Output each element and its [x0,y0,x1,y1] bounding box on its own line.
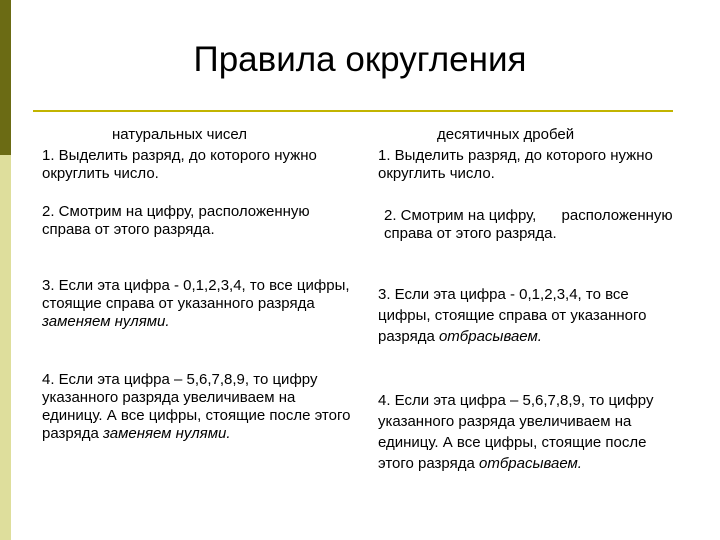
sidebar-accent-light [0,155,11,540]
right-heading: десятичных дробей [437,126,575,143]
rule-body: цифру указанного разряда увеличиваем на единицу. А все цифры, стоящие после этого разряда отбрасываем. [378,392,654,472]
rule-body: нужно округлить число. [42,147,317,182]
rule-emphasis: отбрасываем. [478,455,582,472]
left-rule-2 [42,203,352,239]
rule-lead: 4. Если эта цифра – 5,6,7,8,9, то [42,371,269,388]
rule-lead: 4. Если эта цифра – 5,6,7,8,9, то [378,392,605,409]
left-heading: натуральных чисел [112,126,247,143]
rule-body: расположенную справа от этого разряда. [42,203,310,238]
right-rule-2 [384,207,684,243]
left-rule-4 [42,371,352,443]
right-rule-3 [378,284,678,347]
left-rule-1 [42,147,352,183]
rule-lead: 1. Выделить разряд, до которого [42,147,271,164]
title-divider [33,110,673,112]
rule-emphasis: заменяем нулями. [102,425,231,442]
rule-emphasis: заменяем нулями. [42,313,170,330]
rule-body: все цифры, стоящие справа от указанного разряда заменяем нулями. [42,277,350,330]
rule-lead: 2. Смотрим на цифру, [42,203,195,220]
rule-lead: 2. Смотрим на цифру, [384,207,537,224]
rule-body: цифру указанного разряда увеличиваем на единицу. А все цифры, стоящие после этого разряда заменяем нулями. [42,371,351,442]
rule-lead: 3. Если эта цифра - 0,1,2,3,4, то [378,286,601,303]
rule-lead: 3. Если эта цифра - 0,1,2,3,4, то [42,277,265,294]
left-rule-3 [42,277,352,331]
rule-lead: 1. Выделить разряд, до которого [378,147,607,164]
right-rule-4 [378,390,678,474]
rule-body: все цифры, стоящие справа от указанного разряда отбрасываем. [378,286,647,345]
rule-body: расположенную справа от этого разряда. [384,207,673,242]
slide-title: Правила округления [193,40,527,79]
right-rule-1 [378,147,678,183]
rule-emphasis: отбрасываем. [438,328,542,345]
rule-body: нужно округлить число. [378,147,653,182]
